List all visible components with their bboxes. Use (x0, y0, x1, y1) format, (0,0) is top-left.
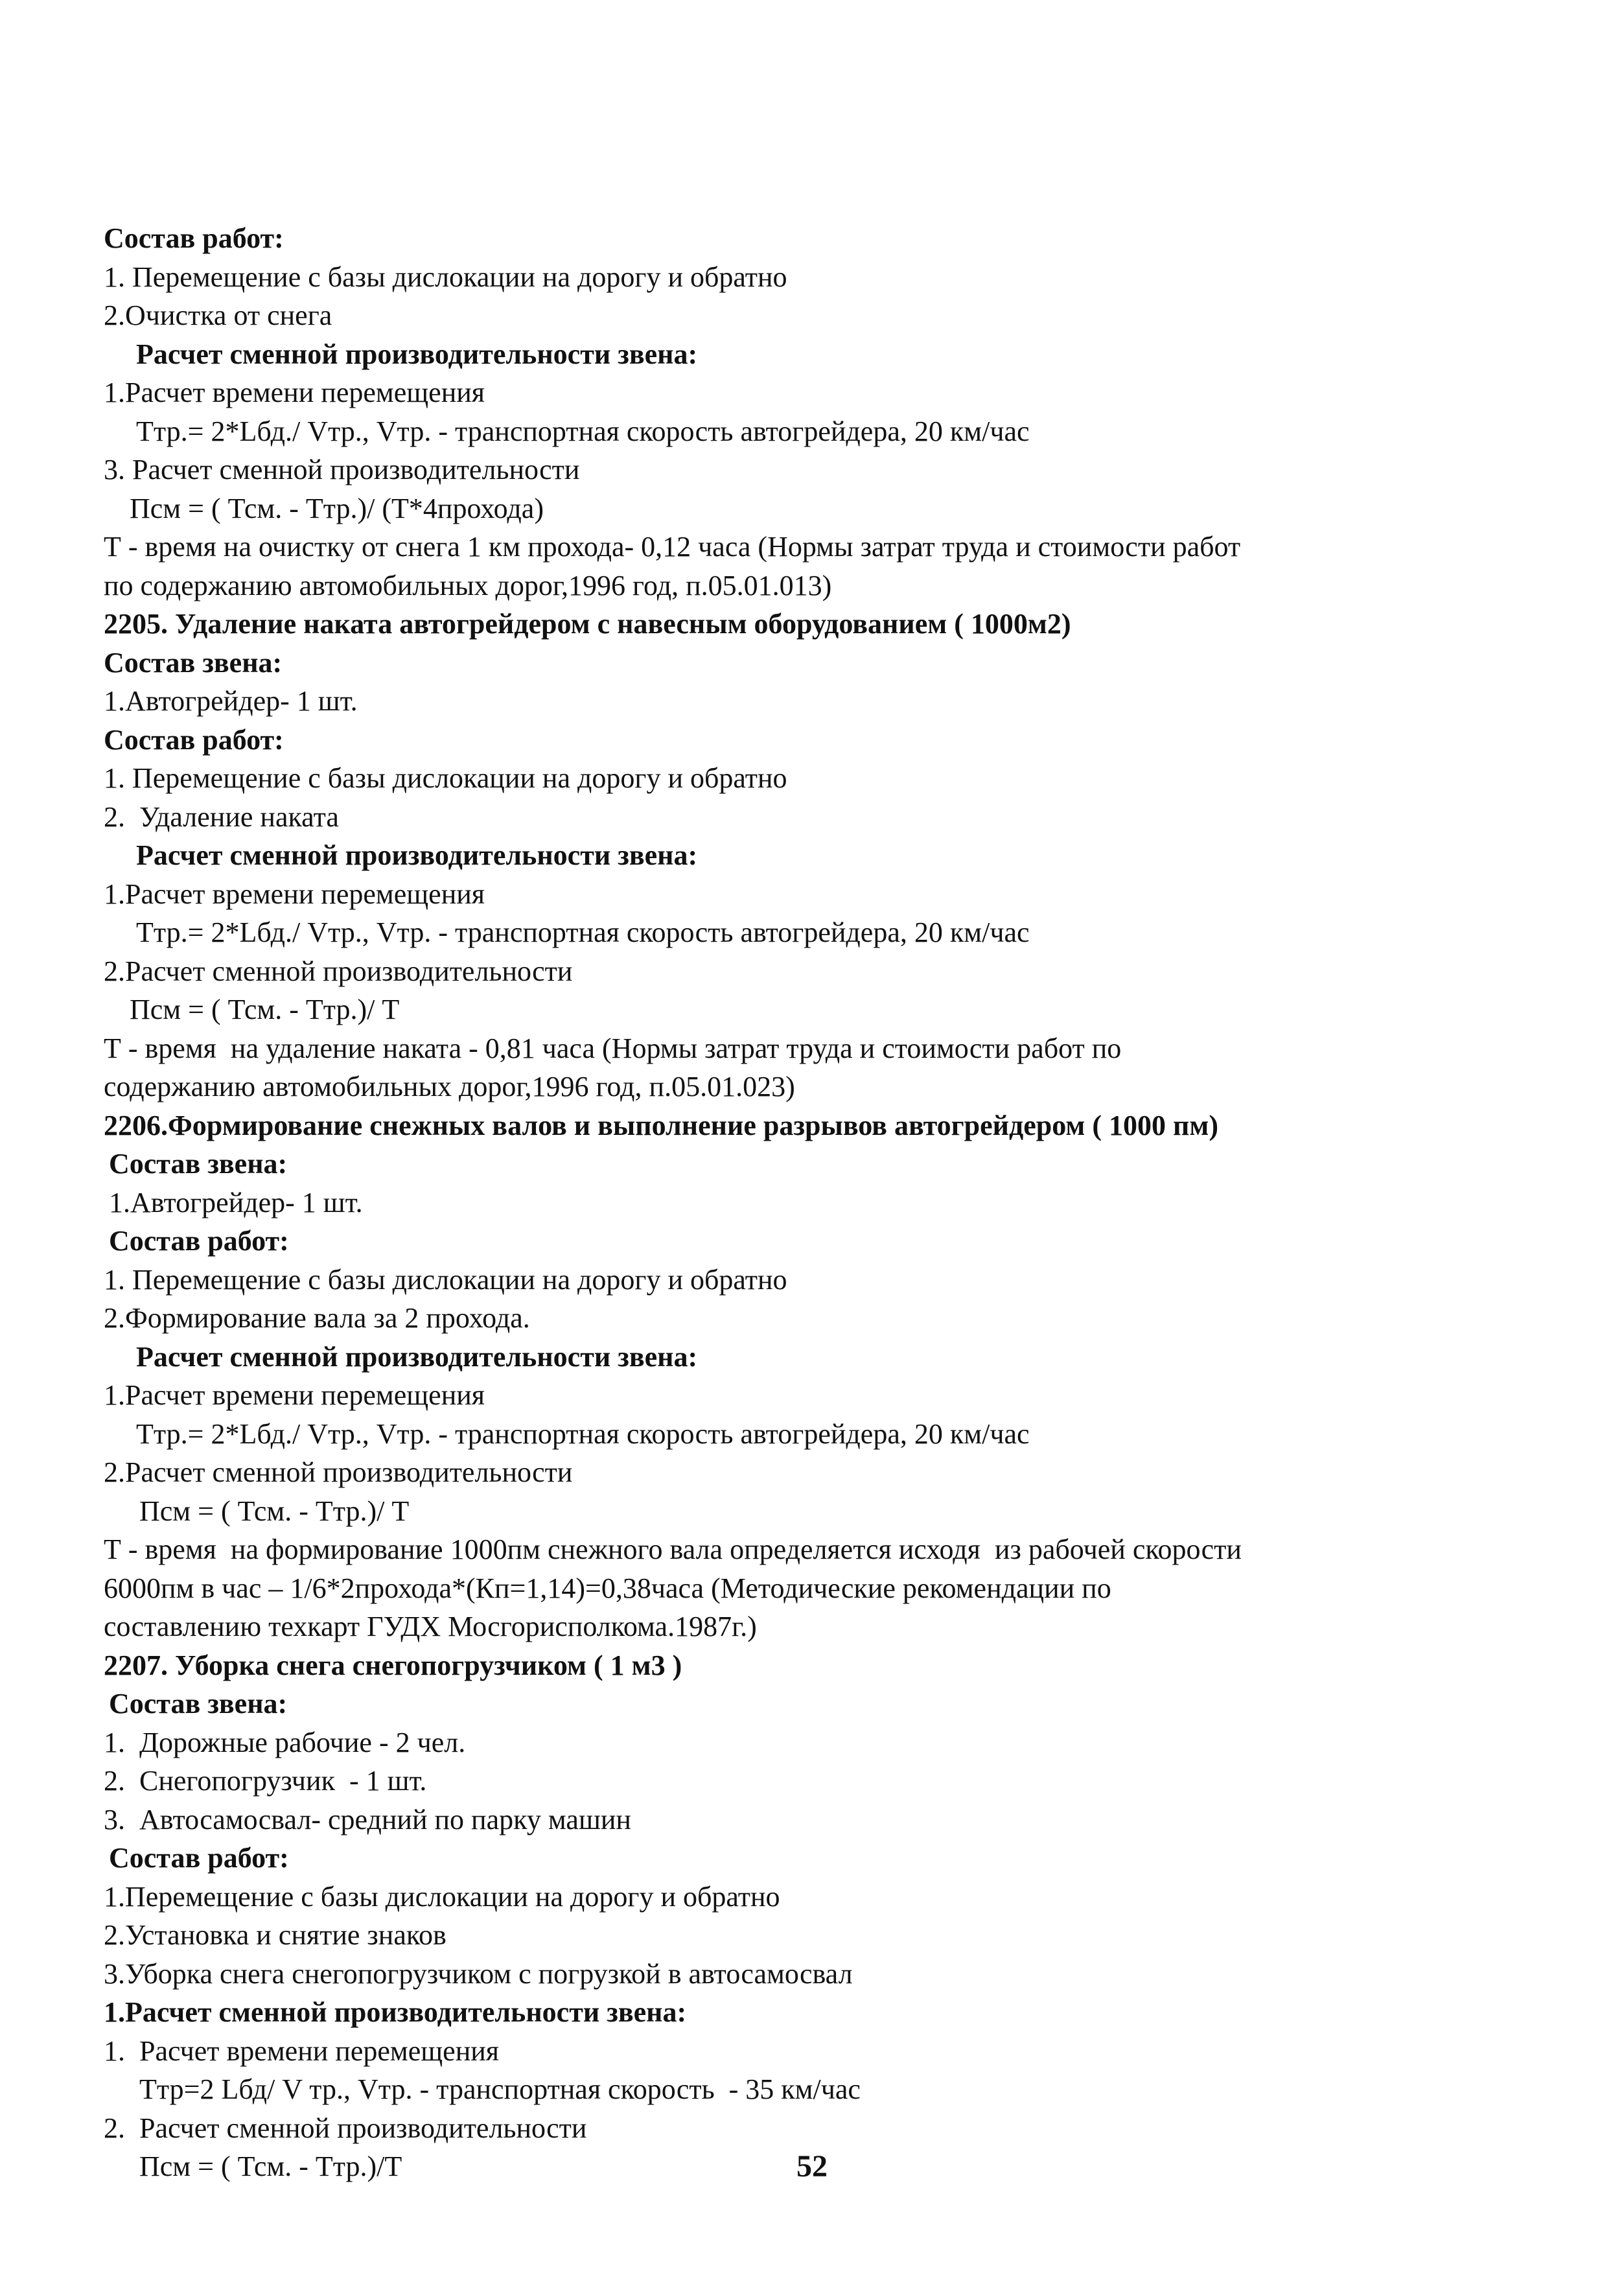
section-heading: Состав работ: (104, 222, 284, 254)
list-item: 1.Автогрейдер- 1 шт. (109, 1186, 363, 1218)
list-item: 2. Снегопогрузчик - 1 шт. (104, 1765, 427, 1797)
subsection-heading: Расчет сменной производительности звена: (136, 839, 698, 871)
list-item: 2.Формирование вала за 2 прохода. (104, 1302, 530, 1334)
section-title-2207: 2207. Уборка снега снегопогрузчиком ( 1 м3 ) (104, 1649, 682, 1681)
formula-line: Псм = ( Тсм. - Ттр.)/ Т (130, 994, 400, 1025)
list-item: 1.Автогрейдер- 1 шт. (104, 685, 358, 717)
section-title-2206: 2206.Формирование снежных валов и выполнение разрывов автогрейдером ( 1000 пм) (104, 1109, 1218, 1141)
formula-line: Ттр.= 2*Lбд./ Vтр., Vтр. - транспортная скорость автогрейдера, 20 км/час (136, 916, 1030, 948)
list-item: 2.Установка и снятие знаков (104, 1919, 447, 1951)
list-item: 1. Перемещение с базы дислокации на дорогу и обратно (104, 261, 787, 293)
section-heading: Состав работ: (104, 723, 284, 756)
list-item: 3. Автосамосвал- средний по парку машин (104, 1803, 631, 1835)
paragraph-line: по содержанию автомобильных дорог,1996 год, п.05.01.013) (104, 569, 832, 601)
list-item: 1. Перемещение с базы дислокации на дорогу и обратно (104, 762, 787, 794)
paragraph-line: 6000пм в час – 1/6*2прохода*(Кп=1,14)=0,38часа (Методические рекомендации по (104, 1572, 1111, 1604)
formula-line: Псм = ( Тсм. - Ттр.)/Т (139, 2150, 402, 2182)
list-item: 1.Перемещение с базы дислокации на дорогу и обратно (104, 1880, 780, 1913)
formula-line: Ттр.= 2*Lбд./ Vтр., Vтр. - транспортная скорость автогрейдера, 20 км/час (136, 1417, 1030, 1450)
list-item: 1.Расчет времени перемещения (104, 1379, 485, 1411)
paragraph-line: составлению техкарт ГУДХ Мосгорисполкома.1987г.) (104, 1611, 757, 1642)
subsection-heading: 1.Расчет сменной производительности звена: (104, 1996, 687, 2028)
list-item: 2.Расчет сменной производительности (104, 955, 573, 987)
list-item: 2. Удаление наката (104, 800, 339, 833)
subsection-heading: Расчет сменной производительности звена: (136, 1340, 698, 1373)
section-title-2205: 2205. Удаление наката автогрейдером с навесным оборудованием ( 1000м2) (104, 608, 1071, 640)
list-item: 2.Очистка от снега (104, 299, 332, 331)
paragraph-line: Т - время на очистку от снега 1 км прохода- 0,12 часа (Нормы затрат труда и стоимости работ (104, 531, 1241, 563)
formula-line: Псм = ( Тсм. - Ттр.)/ (Т*4прохода) (130, 492, 544, 524)
paragraph-line: содержанию автомобильных дорог,1996 год, п.05.01.023) (104, 1071, 795, 1102)
paragraph-line: Т - время на формирование 1000пм снежного вала определяется исходя из рабочей скорости (104, 1533, 1242, 1565)
paragraph-line: Т - время на удаление наката - 0,81 часа (Нормы затрат труда и стоимости работ по (104, 1032, 1122, 1064)
list-item: 2.Расчет сменной производительности (104, 1456, 573, 1488)
list-item: 1.Расчет времени перемещения (104, 878, 485, 910)
page-number: 52 (796, 2149, 828, 2184)
list-item: 1.Расчет времени перемещения (104, 377, 485, 408)
list-item: 1. Дорожные рабочие - 2 чел. (104, 1726, 466, 1758)
subsection-heading: Расчет сменной производительности звена: (136, 338, 698, 370)
section-heading: Состав звена: (109, 1148, 288, 1180)
list-item: 2. Расчет сменной производительности (104, 2112, 587, 2144)
document-body (104, 219, 1542, 2186)
formula-line: Ттр.= 2*Lбд./ Vтр., Vтр. - транспортная скорость автогрейдера, 20 км/час (136, 415, 1030, 447)
formula-line: Псм = ( Тсм. - Ттр.)/ Т (139, 1495, 410, 1527)
list-item: 3. Расчет сменной производительности (104, 454, 580, 485)
formula-line: Ттр=2 Lбд/ V тр., Vтр. - транспортная скорость - 35 км/час (139, 2073, 861, 2105)
section-heading: Состав работ: (109, 1842, 289, 1874)
section-heading: Состав звена: (109, 1688, 288, 1719)
list-item: 1. Перемещение с базы дислокации на дорогу и обратно (104, 1263, 787, 1296)
section-heading: Состав звена: (104, 646, 283, 679)
list-item: 3.Уборка снега снегопогрузчиком с погрузкой в автосамосвал (104, 1957, 853, 1990)
section-heading: Состав работ: (109, 1225, 289, 1257)
list-item: 1. Расчет времени перемещения (104, 2034, 500, 2067)
